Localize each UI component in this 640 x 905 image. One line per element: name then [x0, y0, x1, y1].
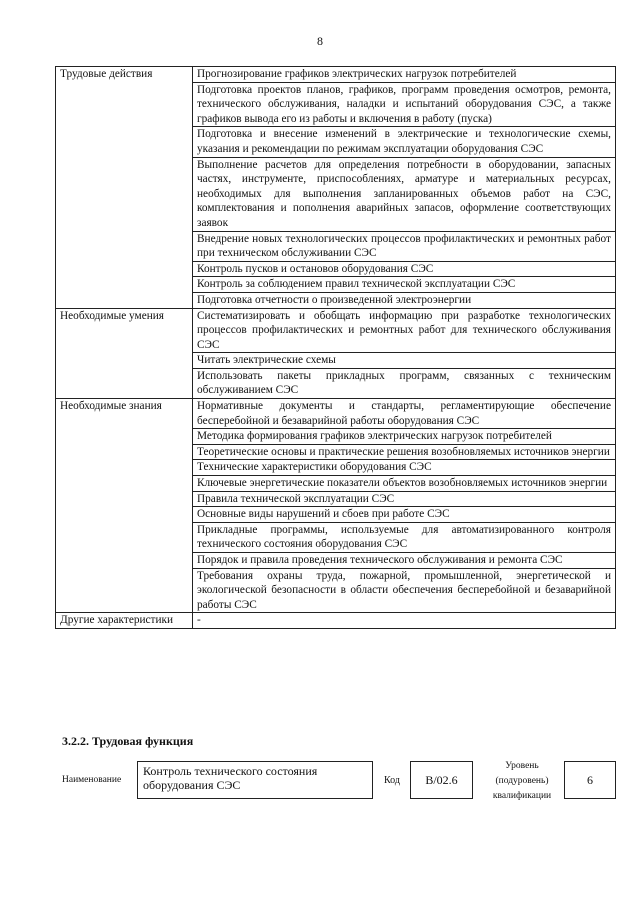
table-row [56, 613, 616, 629]
table-row [56, 308, 616, 353]
row-item-text: Технические характеристики оборудования СЭС [193, 460, 616, 476]
row-item-text: Выполнение расчетов для определения потребности в оборудовании, запасных частях, инструменте, приспособлениях, арматуре и материальных ресурсах, необходимых для выполнения запланированных объемов работ на СЭС, комплектования и пополнения аварийных запасов, оформление соответствующих заявок [193, 157, 616, 231]
code-field: В/02.6 [410, 761, 473, 799]
level-field: 6 [564, 761, 616, 799]
row-item-text: Подготовка и внесение изменений в электрические и технологические схемы, указания и рекомендации по режимам эксплуатации оборудования СЭС [193, 127, 616, 157]
row-item-text: Правила технической эксплуатации СЭС [193, 491, 616, 507]
code-label: Код [384, 775, 400, 786]
row-item-text: Нормативные документы и стандарты, регламентирующие обеспечение бесперебойной и безаварийной работы оборудования СЭС [193, 399, 616, 429]
row-group-label: Необходимые умения [56, 308, 193, 399]
row-item-text: Ключевые энергетические показатели объектов возобновляемых источников энергии [193, 476, 616, 492]
row-item-text: Контроль пусков и остановов оборудования СЭС [193, 261, 616, 277]
row-item-text: Теоретические основы и практические решения возобновляемых источников энергии [193, 444, 616, 460]
row-item-text: Прогнозирование графиков электрических нагрузок потребителей [193, 67, 616, 83]
row-item-text: Систематизировать и обобщать информацию при разработке технологических процессов профилактических и ремонтных работ для технического обслуживания СЭС [193, 308, 616, 353]
function-name-field: Контроль технического состояния оборудования СЭС [137, 761, 373, 799]
section-title: 3.2.2. Трудовая функция [62, 734, 194, 748]
row-item-text: - [193, 613, 616, 629]
row-item-text: Основные виды нарушений и сбоев при работе СЭС [193, 507, 616, 523]
row-item-text: Прикладные программы, используемые для автоматизированного контроля технического состояния оборудования СЭС [193, 522, 616, 552]
page-number: 8 [317, 34, 323, 48]
table-row [56, 399, 616, 429]
level-label: Уровень (подуровень) квалификации [492, 761, 552, 801]
row-item-text: Читать электрические схемы [193, 353, 616, 369]
row-item-text: Порядок и правила проведения технического обслуживания и ремонта СЭС [193, 553, 616, 569]
row-item-text: Подготовка отчетности о произведенной электроэнергии [193, 292, 616, 308]
row-group-label: Другие характеристики [56, 613, 193, 629]
row-item-text: Контроль за соблюдением правил технической эксплуатации СЭС [193, 277, 616, 293]
row-item-text: Внедрение новых технологических процессов профилактических и ремонтных работ при техническом обслуживании СЭС [193, 231, 616, 261]
row-group-label: Необходимые знания [56, 399, 193, 613]
row-item-text: Использовать пакеты прикладных программ, связанных с техническим обслуживанием СЭС [193, 368, 616, 398]
row-item-text: Подготовка проектов планов, графиков, программ проведения осмотров, ремонта, технического обслуживания, наладки и испытаний оборудования СЭС, а также графиков вывода его из работы и включения в работу (пуска) [193, 82, 616, 127]
row-group-label: Трудовые действия [56, 67, 193, 309]
table-row [56, 67, 616, 83]
labor-function-table [55, 66, 616, 629]
row-item-text: Методика формирования графиков электрических нагрузок потребителей [193, 429, 616, 445]
row-item-text: Требования охраны труда, пожарной, промышленной, энергетической и экологической безопасности в области обеспечения бесперебойной и безаварийной работы СЭС [193, 568, 616, 613]
name-label: Наименование [62, 775, 122, 785]
